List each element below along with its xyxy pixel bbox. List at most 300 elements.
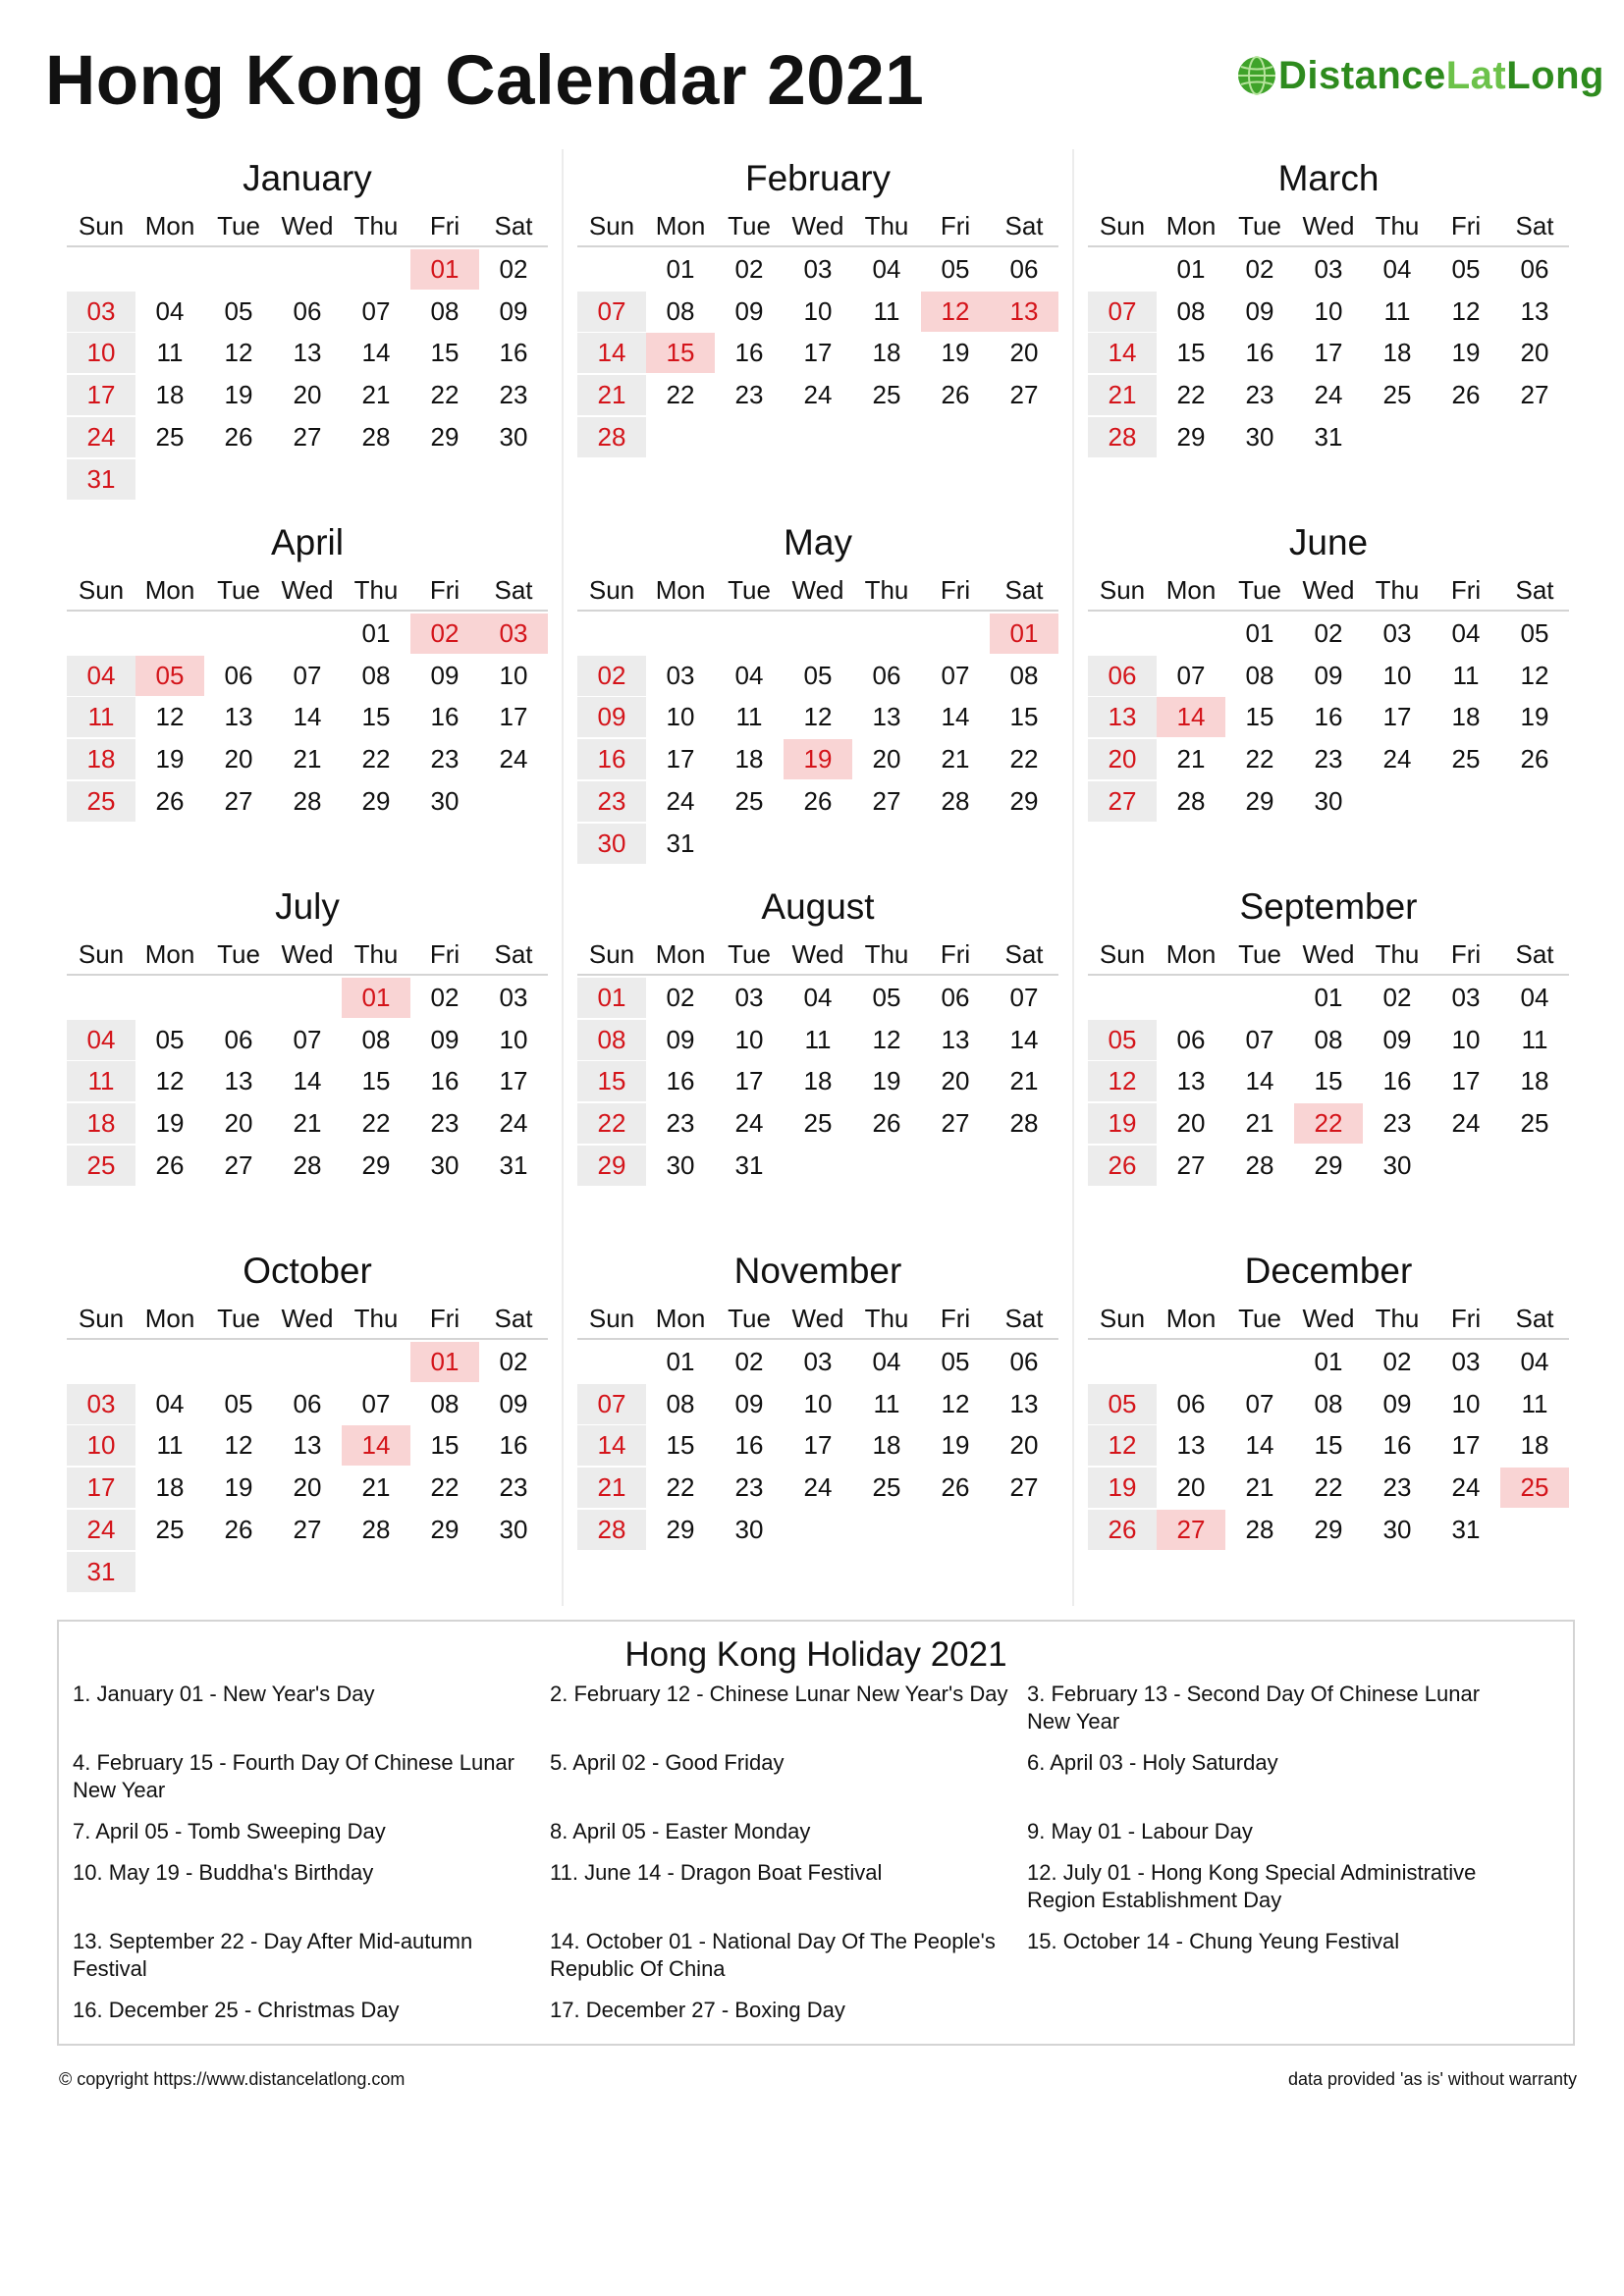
day-cell[interactable]: 23 bbox=[734, 380, 764, 410]
day-cell[interactable]: 09 bbox=[734, 1388, 764, 1418]
day-cell[interactable]: 31 bbox=[1451, 1514, 1481, 1544]
day-cell[interactable]: 24 bbox=[666, 785, 695, 816]
day-cell[interactable]: 08 bbox=[577, 1020, 646, 1060]
day-cell[interactable]: 29 bbox=[1314, 1149, 1343, 1180]
day-cell[interactable]: 09 bbox=[734, 295, 764, 326]
day-cell[interactable]: 30 bbox=[666, 1149, 695, 1180]
day-cell[interactable]: 06 bbox=[1176, 1388, 1206, 1418]
day-cell[interactable]: 31 bbox=[67, 1552, 135, 1592]
day-cell[interactable]: 14 bbox=[293, 1066, 322, 1096]
day-cell[interactable]: 15 bbox=[1314, 1066, 1343, 1096]
day-cell[interactable]: 08 bbox=[361, 1024, 391, 1054]
day-cell[interactable]: 15 bbox=[666, 1430, 695, 1461]
day-cell[interactable]: 18 bbox=[872, 338, 901, 368]
day-cell[interactable]: 20 bbox=[1176, 1108, 1206, 1139]
day-cell[interactable]: 12 bbox=[155, 702, 185, 732]
day-cell[interactable]: 30 bbox=[1382, 1514, 1412, 1544]
day-cell[interactable]: 09 bbox=[1382, 1024, 1412, 1054]
day-cell[interactable]: 28 bbox=[293, 1149, 322, 1180]
day-cell[interactable]: 26 bbox=[1088, 1510, 1157, 1550]
day-cell[interactable]: 05 bbox=[224, 1388, 253, 1418]
day-cell[interactable]: 26 bbox=[1088, 1146, 1157, 1186]
day-cell[interactable]: 26 bbox=[1520, 744, 1549, 774]
day-cell[interactable]: 17 bbox=[1451, 1430, 1481, 1461]
day-cell[interactable]: 16 bbox=[1245, 338, 1274, 368]
day-cell[interactable]: 14 bbox=[577, 1425, 646, 1466]
day-cell[interactable]: 21 bbox=[1088, 375, 1157, 415]
day-cell[interactable]: 19 bbox=[1451, 338, 1481, 368]
day-cell[interactable]: 22 bbox=[1314, 1472, 1343, 1503]
day-cell[interactable]: 17 bbox=[803, 1430, 833, 1461]
day-cell[interactable]: 28 bbox=[361, 1514, 391, 1544]
day-cell[interactable]: 21 bbox=[293, 1108, 322, 1139]
day-cell[interactable]: 07 bbox=[293, 660, 322, 690]
day-cell[interactable]: 11 bbox=[67, 1061, 135, 1101]
day-cell[interactable]: 03 bbox=[1451, 982, 1481, 1012]
day-cell[interactable]: 06 bbox=[941, 982, 970, 1012]
day-cell[interactable]: 09 bbox=[430, 1024, 460, 1054]
day-cell[interactable]: 07 bbox=[1009, 982, 1039, 1012]
day-cell[interactable]: 04 bbox=[155, 1388, 185, 1418]
day-cell[interactable]: 29 bbox=[1176, 421, 1206, 452]
day-cell[interactable]: 26 bbox=[803, 785, 833, 816]
day-cell[interactable]: 29 bbox=[430, 1514, 460, 1544]
holiday-day-cell[interactable]: 14 bbox=[342, 1425, 410, 1466]
day-cell[interactable]: 03 bbox=[1314, 253, 1343, 284]
day-cell[interactable]: 11 bbox=[1452, 660, 1480, 690]
day-cell[interactable]: 14 bbox=[1088, 333, 1157, 373]
day-cell[interactable]: 14 bbox=[1009, 1024, 1039, 1054]
day-cell[interactable]: 07 bbox=[1088, 292, 1157, 332]
day-cell[interactable]: 31 bbox=[734, 1149, 764, 1180]
day-cell[interactable]: 23 bbox=[1382, 1472, 1412, 1503]
day-cell[interactable]: 03 bbox=[1382, 617, 1412, 648]
day-cell[interactable]: 13 bbox=[293, 1430, 322, 1461]
day-cell[interactable]: 16 bbox=[499, 1430, 528, 1461]
day-cell[interactable]: 26 bbox=[224, 1514, 253, 1544]
day-cell[interactable]: 04 bbox=[67, 1020, 135, 1060]
day-cell[interactable]: 16 bbox=[1314, 702, 1343, 732]
day-cell[interactable]: 07 bbox=[293, 1024, 322, 1054]
day-cell[interactable]: 23 bbox=[430, 1108, 460, 1139]
day-cell[interactable]: 19 bbox=[224, 380, 253, 410]
day-cell[interactable]: 26 bbox=[941, 1472, 970, 1503]
day-cell[interactable]: 01 bbox=[361, 617, 391, 648]
logo[interactable] bbox=[1235, 43, 1604, 108]
day-cell[interactable]: 24 bbox=[803, 1472, 833, 1503]
day-cell[interactable]: 30 bbox=[734, 1514, 764, 1544]
day-cell[interactable]: 18 bbox=[1520, 1430, 1549, 1461]
day-cell[interactable]: 28 bbox=[577, 417, 646, 457]
day-cell[interactable]: 11 bbox=[804, 1024, 832, 1054]
day-cell[interactable]: 26 bbox=[1451, 380, 1481, 410]
day-cell[interactable]: 17 bbox=[1451, 1066, 1481, 1096]
day-cell[interactable]: 10 bbox=[67, 1425, 135, 1466]
day-cell[interactable]: 24 bbox=[803, 380, 833, 410]
day-cell[interactable]: 16 bbox=[734, 1430, 764, 1461]
day-cell[interactable]: 26 bbox=[155, 785, 185, 816]
day-cell[interactable]: 15 bbox=[361, 1066, 391, 1096]
day-cell[interactable]: 26 bbox=[872, 1108, 901, 1139]
day-cell[interactable]: 22 bbox=[577, 1103, 646, 1144]
day-cell[interactable]: 08 bbox=[1314, 1024, 1343, 1054]
day-cell[interactable]: 06 bbox=[293, 1388, 322, 1418]
day-cell[interactable]: 08 bbox=[430, 1388, 460, 1418]
day-cell[interactable]: 08 bbox=[1176, 295, 1206, 326]
day-cell[interactable]: 02 bbox=[1314, 617, 1343, 648]
day-cell[interactable]: 19 bbox=[941, 338, 970, 368]
day-cell[interactable]: 08 bbox=[1245, 660, 1274, 690]
day-cell[interactable]: 12 bbox=[224, 338, 253, 368]
day-cell[interactable]: 30 bbox=[1382, 1149, 1412, 1180]
day-cell[interactable]: 11 bbox=[1383, 295, 1411, 326]
day-cell[interactable]: 16 bbox=[1382, 1430, 1412, 1461]
holiday-day-cell[interactable]: 13 bbox=[990, 292, 1058, 332]
day-cell[interactable]: 27 bbox=[1520, 380, 1549, 410]
day-cell[interactable]: 15 bbox=[361, 702, 391, 732]
day-cell[interactable]: 05 bbox=[1088, 1020, 1157, 1060]
day-cell[interactable]: 12 bbox=[941, 1388, 970, 1418]
day-cell[interactable]: 13 bbox=[1176, 1066, 1206, 1096]
day-cell[interactable]: 16 bbox=[430, 702, 460, 732]
day-cell[interactable]: 06 bbox=[293, 295, 322, 326]
day-cell[interactable]: 06 bbox=[1520, 253, 1549, 284]
holiday-day-cell[interactable]: 15 bbox=[646, 333, 715, 373]
day-cell[interactable]: 22 bbox=[430, 380, 460, 410]
day-cell[interactable]: 18 bbox=[803, 1066, 833, 1096]
day-cell[interactable]: 29 bbox=[361, 1149, 391, 1180]
day-cell[interactable]: 17 bbox=[67, 375, 135, 415]
day-cell[interactable]: 22 bbox=[430, 1472, 460, 1503]
day-cell[interactable]: 13 bbox=[1088, 697, 1157, 737]
day-cell[interactable]: 02 bbox=[430, 982, 460, 1012]
day-cell[interactable]: 01 bbox=[1314, 982, 1343, 1012]
day-cell[interactable]: 25 bbox=[872, 1472, 901, 1503]
day-cell[interactable]: 12 bbox=[803, 702, 833, 732]
day-cell[interactable]: 23 bbox=[1314, 744, 1343, 774]
day-cell[interactable]: 02 bbox=[1245, 253, 1274, 284]
day-cell[interactable]: 23 bbox=[1245, 380, 1274, 410]
day-cell[interactable]: 29 bbox=[361, 785, 391, 816]
day-cell[interactable]: 10 bbox=[803, 1388, 833, 1418]
day-cell[interactable]: 23 bbox=[499, 1472, 528, 1503]
day-cell[interactable]: 11 bbox=[67, 697, 135, 737]
day-cell[interactable]: 02 bbox=[1382, 982, 1412, 1012]
holiday-day-cell[interactable]: 05 bbox=[135, 656, 204, 696]
day-cell[interactable]: 16 bbox=[666, 1066, 695, 1096]
day-cell[interactable]: 05 bbox=[224, 295, 253, 326]
day-cell[interactable]: 19 bbox=[224, 1472, 253, 1503]
day-cell[interactable]: 28 bbox=[577, 1510, 646, 1550]
day-cell[interactable]: 03 bbox=[1451, 1346, 1481, 1376]
day-cell[interactable]: 28 bbox=[941, 785, 970, 816]
day-cell[interactable]: 28 bbox=[1009, 1108, 1039, 1139]
day-cell[interactable]: 08 bbox=[666, 295, 695, 326]
day-cell[interactable]: 12 bbox=[1088, 1425, 1157, 1466]
day-cell[interactable]: 17 bbox=[803, 338, 833, 368]
day-cell[interactable]: 29 bbox=[666, 1514, 695, 1544]
day-cell[interactable]: 10 bbox=[666, 702, 695, 732]
day-cell[interactable]: 23 bbox=[499, 380, 528, 410]
day-cell[interactable]: 04 bbox=[872, 1346, 901, 1376]
day-cell[interactable]: 18 bbox=[67, 1103, 135, 1144]
holiday-day-cell[interactable]: 02 bbox=[410, 614, 479, 654]
day-cell[interactable]: 29 bbox=[1314, 1514, 1343, 1544]
day-cell[interactable]: 03 bbox=[666, 660, 695, 690]
day-cell[interactable]: 17 bbox=[734, 1066, 764, 1096]
day-cell[interactable]: 20 bbox=[1088, 739, 1157, 779]
day-cell[interactable]: 31 bbox=[67, 459, 135, 500]
day-cell[interactable]: 07 bbox=[1245, 1024, 1274, 1054]
day-cell[interactable]: 15 bbox=[1176, 338, 1206, 368]
day-cell[interactable]: 07 bbox=[1245, 1388, 1274, 1418]
day-cell[interactable]: 03 bbox=[67, 1384, 135, 1424]
day-cell[interactable]: 07 bbox=[941, 660, 970, 690]
day-cell[interactable]: 04 bbox=[155, 295, 185, 326]
day-cell[interactable]: 26 bbox=[941, 380, 970, 410]
day-cell[interactable]: 09 bbox=[499, 1388, 528, 1418]
day-cell[interactable]: 29 bbox=[430, 421, 460, 452]
day-cell[interactable]: 21 bbox=[577, 375, 646, 415]
holiday-day-cell[interactable]: 27 bbox=[1157, 1510, 1225, 1550]
holiday-day-cell[interactable]: 01 bbox=[410, 249, 479, 290]
day-cell[interactable]: 19 bbox=[941, 1430, 970, 1461]
day-cell[interactable]: 24 bbox=[67, 417, 135, 457]
day-cell[interactable]: 07 bbox=[577, 292, 646, 332]
day-cell[interactable]: 04 bbox=[1520, 1346, 1549, 1376]
day-cell[interactable]: 02 bbox=[499, 253, 528, 284]
holiday-day-cell[interactable]: 01 bbox=[990, 614, 1058, 654]
day-cell[interactable]: 05 bbox=[941, 1346, 970, 1376]
day-cell[interactable]: 21 bbox=[1245, 1472, 1274, 1503]
day-cell[interactable]: 25 bbox=[1520, 1108, 1549, 1139]
day-cell[interactable]: 05 bbox=[1088, 1384, 1157, 1424]
day-cell[interactable]: 05 bbox=[941, 253, 970, 284]
day-cell[interactable]: 05 bbox=[1451, 253, 1481, 284]
day-cell[interactable]: 21 bbox=[1009, 1066, 1039, 1096]
day-cell[interactable]: 10 bbox=[1314, 295, 1343, 326]
day-cell[interactable]: 27 bbox=[1009, 380, 1039, 410]
day-cell[interactable]: 01 bbox=[666, 1346, 695, 1376]
day-cell[interactable]: 18 bbox=[1451, 702, 1481, 732]
day-cell[interactable]: 28 bbox=[293, 785, 322, 816]
day-cell[interactable]: 25 bbox=[1382, 380, 1412, 410]
day-cell[interactable]: 27 bbox=[1176, 1149, 1206, 1180]
day-cell[interactable]: 25 bbox=[67, 1146, 135, 1186]
day-cell[interactable]: 12 bbox=[155, 1066, 185, 1096]
day-cell[interactable]: 20 bbox=[1009, 338, 1039, 368]
day-cell[interactable]: 22 bbox=[361, 744, 391, 774]
day-cell[interactable]: 24 bbox=[499, 744, 528, 774]
day-cell[interactable]: 30 bbox=[1245, 421, 1274, 452]
day-cell[interactable]: 09 bbox=[666, 1024, 695, 1054]
holiday-day-cell[interactable]: 01 bbox=[410, 1342, 479, 1382]
day-cell[interactable]: 07 bbox=[361, 1388, 391, 1418]
day-cell[interactable]: 18 bbox=[1382, 338, 1412, 368]
day-cell[interactable]: 30 bbox=[1314, 785, 1343, 816]
day-cell[interactable]: 13 bbox=[224, 1066, 253, 1096]
day-cell[interactable]: 03 bbox=[67, 292, 135, 332]
day-cell[interactable]: 17 bbox=[666, 744, 695, 774]
day-cell[interactable]: 07 bbox=[577, 1384, 646, 1424]
day-cell[interactable]: 20 bbox=[941, 1066, 970, 1096]
day-cell[interactable]: 05 bbox=[803, 660, 833, 690]
day-cell[interactable]: 18 bbox=[155, 380, 185, 410]
day-cell[interactable]: 15 bbox=[430, 338, 460, 368]
day-cell[interactable]: 18 bbox=[872, 1430, 901, 1461]
day-cell[interactable]: 13 bbox=[1176, 1430, 1206, 1461]
day-cell[interactable]: 09 bbox=[1314, 660, 1343, 690]
day-cell[interactable]: 27 bbox=[941, 1108, 970, 1139]
day-cell[interactable]: 04 bbox=[1520, 982, 1549, 1012]
day-cell[interactable]: 11 bbox=[156, 338, 184, 368]
day-cell[interactable]: 02 bbox=[666, 982, 695, 1012]
day-cell[interactable]: 22 bbox=[666, 1472, 695, 1503]
day-cell[interactable]: 16 bbox=[577, 739, 646, 779]
day-cell[interactable]: 30 bbox=[430, 785, 460, 816]
day-cell[interactable]: 09 bbox=[577, 697, 646, 737]
day-cell[interactable]: 04 bbox=[1451, 617, 1481, 648]
day-cell[interactable]: 21 bbox=[941, 744, 970, 774]
day-cell[interactable]: 02 bbox=[577, 656, 646, 696]
day-cell[interactable]: 12 bbox=[1088, 1061, 1157, 1101]
day-cell[interactable]: 19 bbox=[1520, 702, 1549, 732]
day-cell[interactable]: 17 bbox=[1314, 338, 1343, 368]
day-cell[interactable]: 24 bbox=[1451, 1108, 1481, 1139]
day-cell[interactable]: 16 bbox=[430, 1066, 460, 1096]
day-cell[interactable]: 08 bbox=[1009, 660, 1039, 690]
day-cell[interactable]: 21 bbox=[361, 380, 391, 410]
day-cell[interactable]: 04 bbox=[734, 660, 764, 690]
day-cell[interactable]: 10 bbox=[1451, 1024, 1481, 1054]
day-cell[interactable]: 10 bbox=[734, 1024, 764, 1054]
day-cell[interactable]: 03 bbox=[734, 982, 764, 1012]
day-cell[interactable]: 29 bbox=[1009, 785, 1039, 816]
day-cell[interactable]: 13 bbox=[941, 1024, 970, 1054]
holiday-day-cell[interactable]: 19 bbox=[784, 739, 852, 779]
day-cell[interactable]: 16 bbox=[1382, 1066, 1412, 1096]
day-cell[interactable]: 11 bbox=[156, 1430, 184, 1461]
day-cell[interactable]: 10 bbox=[67, 333, 135, 373]
day-cell[interactable]: 08 bbox=[1314, 1388, 1343, 1418]
day-cell[interactable]: 06 bbox=[1088, 656, 1157, 696]
day-cell[interactable]: 20 bbox=[1520, 338, 1549, 368]
day-cell[interactable]: 12 bbox=[1520, 660, 1549, 690]
day-cell[interactable]: 28 bbox=[1245, 1514, 1274, 1544]
day-cell[interactable]: 03 bbox=[803, 1346, 833, 1376]
day-cell[interactable]: 15 bbox=[1009, 702, 1039, 732]
day-cell[interactable]: 04 bbox=[803, 982, 833, 1012]
day-cell[interactable]: 23 bbox=[1382, 1108, 1412, 1139]
day-cell[interactable]: 27 bbox=[872, 785, 901, 816]
day-cell[interactable]: 25 bbox=[1451, 744, 1481, 774]
day-cell[interactable]: 09 bbox=[499, 295, 528, 326]
day-cell[interactable]: 04 bbox=[67, 656, 135, 696]
day-cell[interactable]: 19 bbox=[1088, 1468, 1157, 1508]
day-cell[interactable]: 22 bbox=[1176, 380, 1206, 410]
day-cell[interactable]: 24 bbox=[1382, 744, 1412, 774]
day-cell[interactable]: 24 bbox=[1314, 380, 1343, 410]
day-cell[interactable]: 05 bbox=[155, 1024, 185, 1054]
day-cell[interactable]: 16 bbox=[734, 338, 764, 368]
day-cell[interactable]: 17 bbox=[1382, 702, 1412, 732]
day-cell[interactable]: 13 bbox=[1520, 295, 1549, 326]
day-cell[interactable]: 03 bbox=[499, 982, 528, 1012]
day-cell[interactable]: 06 bbox=[224, 660, 253, 690]
day-cell[interactable]: 18 bbox=[734, 744, 764, 774]
day-cell[interactable]: 13 bbox=[224, 702, 253, 732]
day-cell[interactable]: 30 bbox=[430, 1149, 460, 1180]
day-cell[interactable]: 05 bbox=[872, 982, 901, 1012]
day-cell[interactable]: 25 bbox=[155, 1514, 185, 1544]
day-cell[interactable]: 11 bbox=[873, 1388, 900, 1418]
day-cell[interactable]: 30 bbox=[499, 1514, 528, 1544]
day-cell[interactable]: 10 bbox=[1382, 660, 1412, 690]
day-cell[interactable]: 24 bbox=[1451, 1472, 1481, 1503]
day-cell[interactable]: 01 bbox=[1245, 617, 1274, 648]
day-cell[interactable]: 14 bbox=[1245, 1430, 1274, 1461]
holiday-day-cell[interactable]: 03 bbox=[479, 614, 548, 654]
day-cell[interactable]: 23 bbox=[430, 744, 460, 774]
day-cell[interactable]: 18 bbox=[155, 1472, 185, 1503]
day-cell[interactable]: 27 bbox=[1088, 781, 1157, 822]
day-cell[interactable]: 09 bbox=[430, 660, 460, 690]
day-cell[interactable]: 27 bbox=[1009, 1472, 1039, 1503]
day-cell[interactable]: 16 bbox=[499, 338, 528, 368]
day-cell[interactable]: 10 bbox=[499, 660, 528, 690]
day-cell[interactable]: 03 bbox=[803, 253, 833, 284]
day-cell[interactable]: 10 bbox=[803, 295, 833, 326]
day-cell[interactable]: 08 bbox=[666, 1388, 695, 1418]
day-cell[interactable]: 19 bbox=[1088, 1103, 1157, 1144]
day-cell[interactable]: 07 bbox=[361, 295, 391, 326]
day-cell[interactable]: 27 bbox=[224, 785, 253, 816]
day-cell[interactable]: 24 bbox=[734, 1108, 764, 1139]
day-cell[interactable]: 28 bbox=[361, 421, 391, 452]
day-cell[interactable]: 21 bbox=[1176, 744, 1206, 774]
day-cell[interactable]: 22 bbox=[1009, 744, 1039, 774]
day-cell[interactable]: 08 bbox=[430, 295, 460, 326]
day-cell[interactable]: 25 bbox=[803, 1108, 833, 1139]
day-cell[interactable]: 08 bbox=[361, 660, 391, 690]
day-cell[interactable]: 31 bbox=[666, 828, 695, 858]
day-cell[interactable]: 19 bbox=[872, 1066, 901, 1096]
day-cell[interactable]: 14 bbox=[1245, 1066, 1274, 1096]
day-cell[interactable]: 27 bbox=[293, 421, 322, 452]
day-cell[interactable]: 12 bbox=[224, 1430, 253, 1461]
day-cell[interactable]: 29 bbox=[577, 1146, 646, 1186]
holiday-day-cell[interactable]: 12 bbox=[921, 292, 990, 332]
day-cell[interactable]: 06 bbox=[1176, 1024, 1206, 1054]
day-cell[interactable]: 28 bbox=[1176, 785, 1206, 816]
day-cell[interactable]: 11 bbox=[1521, 1388, 1548, 1418]
day-cell[interactable]: 31 bbox=[499, 1149, 528, 1180]
day-cell[interactable]: 20 bbox=[293, 1472, 322, 1503]
day-cell[interactable]: 25 bbox=[734, 785, 764, 816]
day-cell[interactable]: 25 bbox=[67, 781, 135, 822]
day-cell[interactable]: 21 bbox=[577, 1468, 646, 1508]
day-cell[interactable]: 06 bbox=[1009, 1346, 1039, 1376]
day-cell[interactable]: 23 bbox=[734, 1472, 764, 1503]
day-cell[interactable]: 14 bbox=[941, 702, 970, 732]
day-cell[interactable]: 11 bbox=[735, 702, 763, 732]
day-cell[interactable]: 04 bbox=[1382, 253, 1412, 284]
day-cell[interactable]: 24 bbox=[67, 1510, 135, 1550]
day-cell[interactable]: 01 bbox=[1176, 253, 1206, 284]
day-cell[interactable]: 05 bbox=[1520, 617, 1549, 648]
day-cell[interactable]: 25 bbox=[872, 380, 901, 410]
day-cell[interactable]: 22 bbox=[1245, 744, 1274, 774]
